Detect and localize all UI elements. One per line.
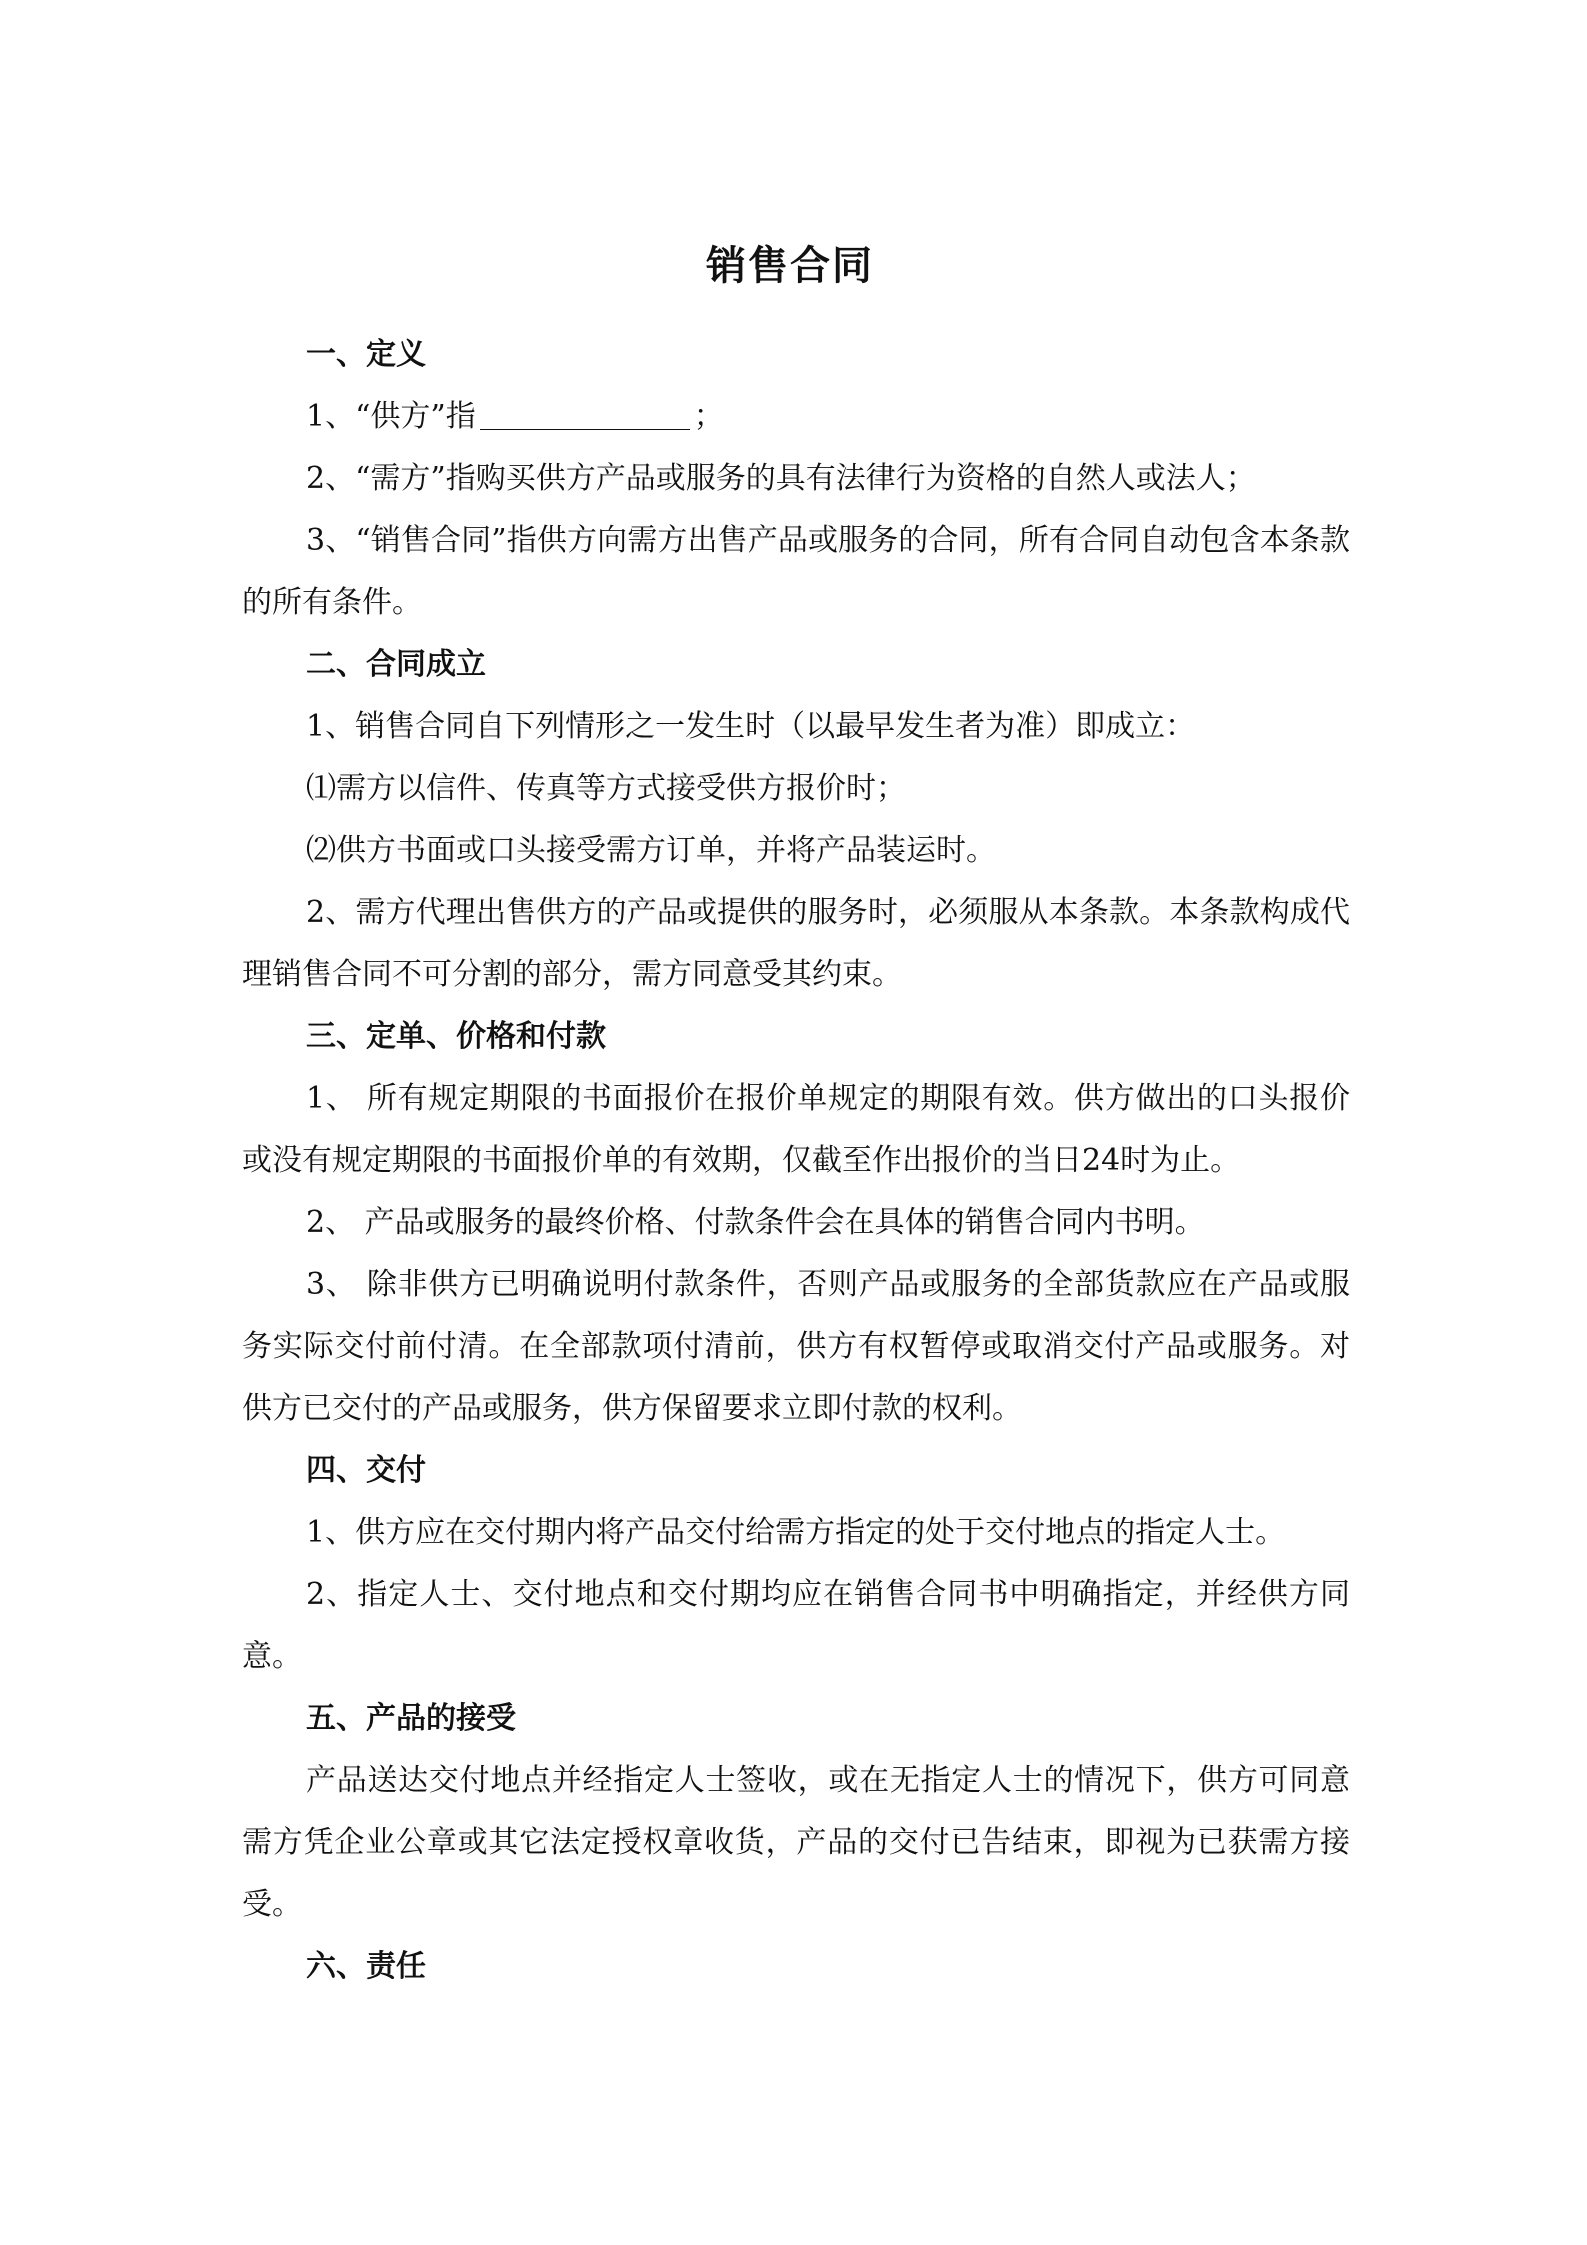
paragraph: 3、 除非供方已明确说明付款条件，否则产品或服务的全部货款应在产品或服务实际交付前付清。在全部款项付清前，供方有权暂停或取消交付产品或服务。对供方已交付的产品或服务，供方保留要求立即付款的权利。 <box>242 1267 1350 1426</box>
paragraph-text: 1、“供方”指 <box>306 399 476 434</box>
section-heading-definitions: 一、定义 <box>306 337 426 372</box>
paragraph: 2、“需方”指购买供方产品或服务的具有法律行为资格的自然人或法人； <box>306 461 1256 496</box>
paragraph <box>242 386 1350 448</box>
paragraph: 2、 产品或服务的最终价格、付款条件会在具体的销售合同内书明。 <box>306 1205 1205 1240</box>
paragraph: 3、“销售合同”指供方向需方出售产品或服务的合同，所有合同自动包含本条款的所有条件。 <box>242 523 1350 620</box>
paragraph: 2、需方代理出售供方的产品或提供的服务时，必须服从本条款。本条款构成代理销售合同不可分割的部分，需方同意受其约束。 <box>242 895 1350 992</box>
paragraph: 1、供方应在交付期内将产品交付给需方指定的处于交付地点的指定人士。 <box>306 1515 1286 1550</box>
paragraph: 2、指定人士、交付地点和交付期均应在销售合同书中明确指定，并经供方同意。 <box>242 1577 1350 1674</box>
paragraph: 产品送达交付地点并经指定人士签收，或在无指定人士的情况下，供方可同意需方凭企业公章或其它法定授权章收货，产品的交付已告结束，即视为已获需方接受。 <box>242 1763 1350 1922</box>
document-content <box>242 236 1350 1998</box>
paragraph: ⑵供方书面或口头接受需方订单，并将产品装运时。 <box>306 833 996 868</box>
section-heading-delivery: 四、交付 <box>306 1453 426 1488</box>
section-heading-liability: 六、责任 <box>306 1949 426 1984</box>
section-heading-orders-price-payment: 三、定单、价格和付款 <box>306 1019 606 1054</box>
fill-in-blank <box>480 399 690 430</box>
paragraph: 1、 所有规定期限的书面报价在报价单规定的期限有效。供方做出的口头报价或没有规定期限的书面报价单的有效期，仅截至作出报价的当日24时为止。 <box>242 1081 1350 1178</box>
paragraph: 1、销售合同自下列情形之一发生时（以最早发生者为准）即成立： <box>306 709 1196 744</box>
paragraph-text: ； <box>693 399 724 434</box>
section-heading-contract-formation: 二、合同成立 <box>306 647 486 682</box>
paragraph: ⑴需方以信件、传真等方式接受供方报价时； <box>306 771 906 806</box>
section-heading-acceptance: 五、产品的接受 <box>306 1701 516 1736</box>
document-title: 销售合同 <box>706 242 874 289</box>
